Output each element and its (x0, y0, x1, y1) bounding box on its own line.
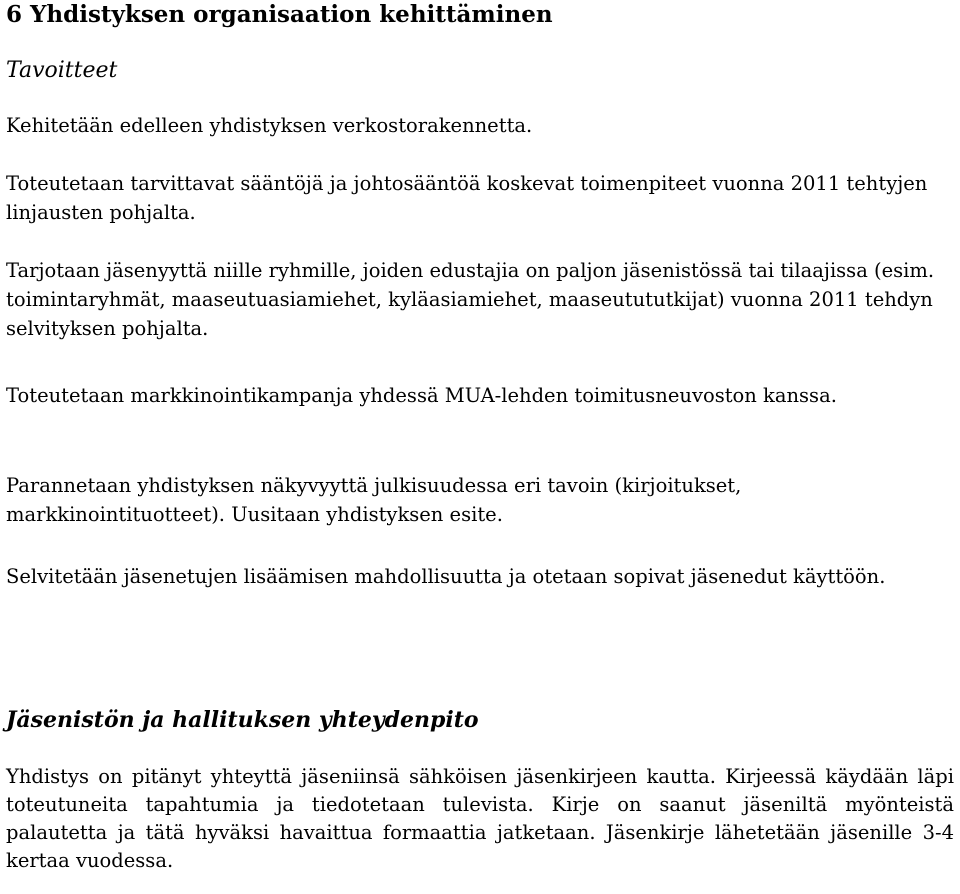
goal-paragraph-4: Toteutetaan markkinointikampanja yhdessä MUA-lehden toimitusneuvoston kanssa. (6, 384, 837, 407)
goal-paragraph-3: Tarjotaan jäsenyyttä niille ryhmille, joiden edustajia on paljon jäsenistössä tai tilaajissa (esim. toimintaryhmät, maaseutuasiamiehet, kyläasiamiehet, maaseutututkijat) vuonna 2011 tehdyn selvityksen pohjalta. (6, 259, 935, 340)
contact-paragraph: Yhdistys on pitänyt yhteyttä jäseniinsä sähköisen jäsenkirjeen kautta. Kirjeessä käydään läpi toteutuneita tapahtumia ja tiedotetaan tulevista. Kirje on saanut jäseniltä myönteistä palautetta ja tätä hyväksi havaittua formaattia jatketaan. Jäsenkirje lähetetään jäsenille 3-4 kertaa vuodessa. (6, 765, 954, 872)
goal-paragraph-6: Selvitetään jäsenetujen lisäämisen mahdollisuutta ja otetaan sopivat jäsenedut käyttöön. (6, 565, 886, 588)
section-heading: 6 Yhdistyksen organisaation kehittäminen (6, 1, 553, 28)
goal-paragraph-1: Kehitetään edelleen yhdistyksen verkostorakennetta. (6, 114, 533, 137)
goals-heading: Tavoitteet (6, 58, 118, 83)
goal-paragraph-2: Toteutetaan tarvittavat sääntöjä ja johtosääntöä koskevat toimenpiteet vuonna 2011 tehtyjen linjausten pohjalta. (6, 172, 928, 224)
contact-heading: Jäsenistön ja hallituksen yhteydenpito (6, 707, 479, 733)
goal-paragraph-5: Parannetaan yhdistyksen näkyvyyttä julkisuudessa eri tavoin (kirjoitukset, markkinointituotteet). Uusitaan yhdistyksen esite. (6, 474, 742, 526)
